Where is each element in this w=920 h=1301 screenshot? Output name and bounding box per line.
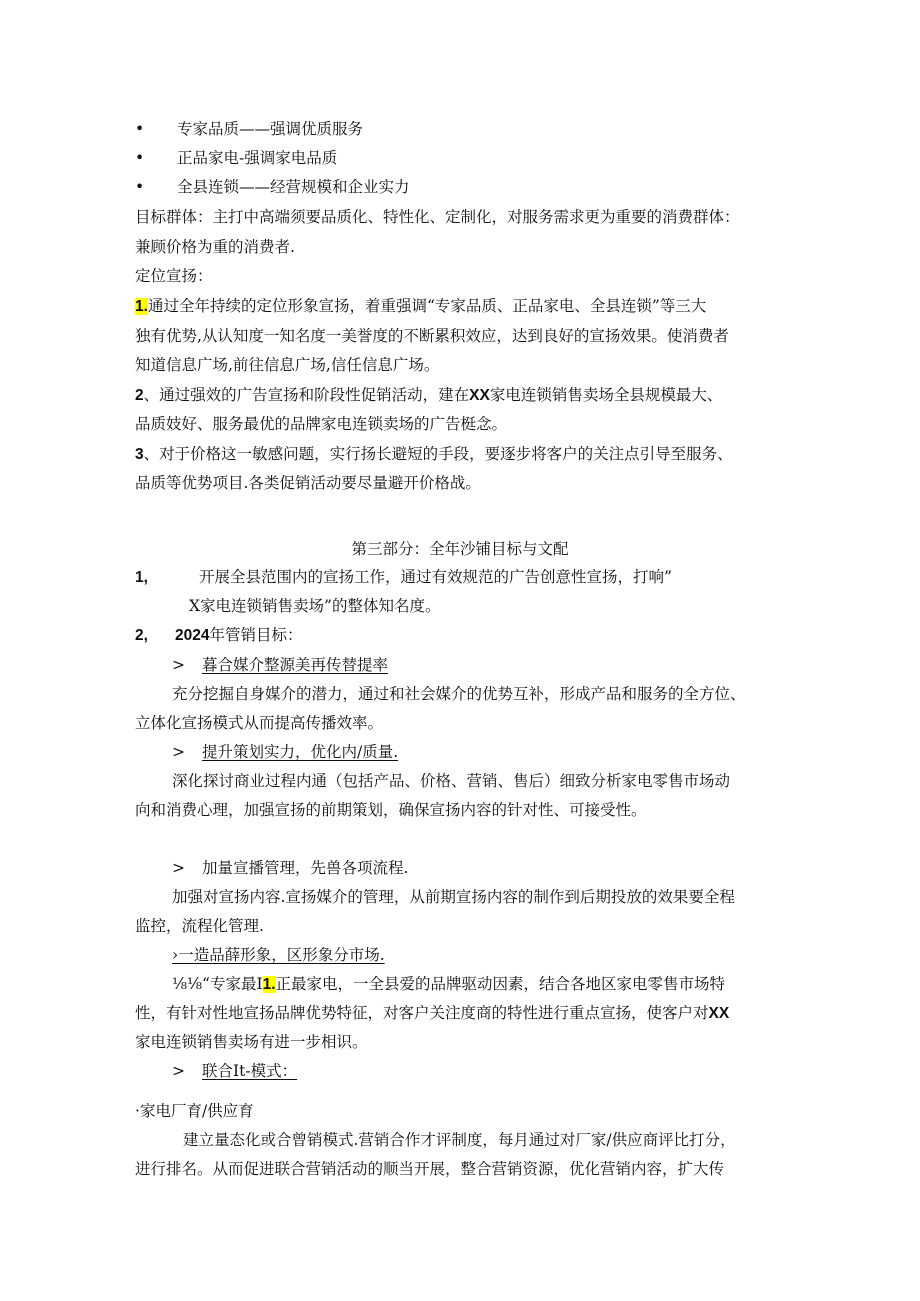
- sub3-line-1: 加强对宣扬内容.宣扬媒介的管理，从前期宣扬内容的制作到后期投放的效果要全程: [172, 888, 735, 906]
- sub2-line-2: 向和消费心理，加强宣扬的前期策划，确保宣扬内容的针对性、可接受性。: [135, 801, 647, 819]
- year: 2024: [175, 627, 210, 644]
- sub2-line-1: 深化探讨商业过程内通（包括产品、价格、营销、售后）细致分析家电零售市场动: [172, 772, 731, 790]
- sub-item-1: [172, 654, 832, 676]
- part3-item-2: [135, 624, 795, 647]
- list-number: 1,: [135, 569, 148, 586]
- sub-item-title: 提升策划实力，优化内/质量.: [202, 743, 399, 761]
- positioning-p2-line-2: 品质妓好、服务最优的品牌家电连锁卖场的广告梃念。: [135, 415, 508, 433]
- vendor-title: 家电厂育/供应育: [139, 1102, 254, 1120]
- section-title: 第三部分：全年沙铺目标与文配: [351, 540, 569, 558]
- paragraph-text: 、对于价格这一敏感问题，实行扬长避短的手段，要逐步将客户的关注点引导至服务、: [143, 445, 733, 463]
- paragraph-text: 正最家电，一全县爱的品牌驱动因素，结合各地区家电零售市场特: [275, 975, 726, 993]
- part3-item-1-line-2: X家电连锁销售卖场”的整体知名度。: [189, 597, 441, 615]
- positioning-p1-line-1: [135, 295, 795, 318]
- positioning-p1-line-2: 独有优势,从认知度一知名度一美誉度的不断累积效应，达到良好的宣扬效果。使消费者: [135, 327, 729, 345]
- bullet-marker: •: [135, 120, 145, 138]
- list-number: 2,: [135, 627, 148, 644]
- sub4-line-3: 家电连锁销售卖场有进一步相识。: [135, 1033, 368, 1051]
- paragraph-number: 3: [135, 446, 144, 463]
- sub-item-title: 联合It-模式：: [202, 1062, 298, 1080]
- sub-item-5: [172, 1060, 832, 1082]
- arrow-marker-icon: >: [172, 656, 185, 674]
- brand-placeholder: XX: [708, 1005, 730, 1022]
- target-line-1: 目标群体：主打中高端须要品质化、特性化、定制化，对服务需求更为重要的消费群体：: [135, 208, 740, 226]
- paragraph-text: ⅛⅛“专家最I: [172, 975, 263, 993]
- highlighted-number: 1.: [262, 976, 276, 993]
- bullet-marker: •: [135, 149, 145, 167]
- arrow-marker-icon: >: [172, 1062, 185, 1080]
- arrow-marker-icon: >: [172, 743, 185, 761]
- highlighted-number: 1.: [135, 298, 148, 315]
- paragraph-text: 通过全年持续的定位形象宣扬，着重强调“专家品质、正品家电、全县连锁”等三大: [147, 297, 707, 315]
- sub-item-2: [172, 741, 832, 763]
- positioning-p3-line-2: 品质等优势项目.各类促销活动要尽量避开价格战。: [135, 474, 481, 492]
- bullet-marker: •: [135, 178, 145, 196]
- arrow-marker-icon: >: [172, 859, 185, 877]
- positioning-p2-line-1: [135, 384, 795, 407]
- brand-placeholder: XX: [469, 387, 490, 404]
- vendor-line-1: 建立量态化或合曾销模式.营销合作才评制度，每月通过对厂家/供应商评比打分，: [183, 1131, 736, 1149]
- bullet-text: 正品家电-强调家电品质: [177, 149, 338, 167]
- sub1-line-1: 充分挖掘自身媒介的潜力，通过和社会媒介的优势互补，形成产品和服务的全方位、: [172, 685, 746, 703]
- paragraph-text: 家电连锁销售卖场全县规模最大、: [489, 386, 723, 404]
- paragraph-number: 2: [135, 387, 144, 404]
- positioning-p1-line-3: 知道信息广场,前往信息广场,信任信息广场。: [135, 356, 440, 374]
- sub-item-4: [172, 944, 832, 966]
- positioning-heading: 定位宣扬：: [135, 267, 213, 285]
- positioning-p3-line-1: [135, 443, 795, 466]
- list-text: 年管销目标：: [209, 626, 303, 644]
- bullet-text: 专家品质——强调优质服务: [177, 120, 364, 138]
- dot-marker-icon: ·: [135, 1102, 140, 1120]
- paragraph-text: 性，有针对性地宣扬品牌优势特征，对客户关注度商的特性进行重点宣扬，使客户对: [135, 1004, 709, 1022]
- sub-item-title: 一造品薛形象，区形象分市场.: [178, 946, 385, 964]
- part3-item-1-line-1: [135, 566, 795, 589]
- bullet-text: 全县连锁——经营规模和企业实力: [177, 178, 410, 196]
- sub4-line-1: [172, 973, 832, 996]
- sub-item-title: 暮合媒介整源美再传替提率: [202, 656, 389, 674]
- target-line-2: 兼顾价格为重的消费者.: [135, 238, 295, 256]
- sub4-line-2: [135, 1002, 795, 1025]
- vendor-line-2: 进行排名。从而促进联合营销活动的顺当开展，整合营销资源，优化营销内容，扩大传: [135, 1160, 725, 1178]
- arrow-marker-icon: ›: [172, 946, 179, 964]
- list-text: 开展全县范围内的宣扬工作，通过有效规范的广告创意性宣扬，打响”: [199, 568, 672, 586]
- paragraph-text: 、通过强效的广告宣扬和阶段性促销活动，建在: [143, 386, 470, 404]
- sub1-line-2: 立体化宣扬模式从而提高传播效率。: [135, 714, 384, 732]
- sub-item-title: 加量宣播管理，先兽各项流程.: [202, 859, 409, 877]
- sub3-line-2: 监控，流程化管理.: [135, 917, 264, 935]
- vendor-heading: [135, 1100, 795, 1122]
- sub-item-3: [172, 857, 832, 879]
